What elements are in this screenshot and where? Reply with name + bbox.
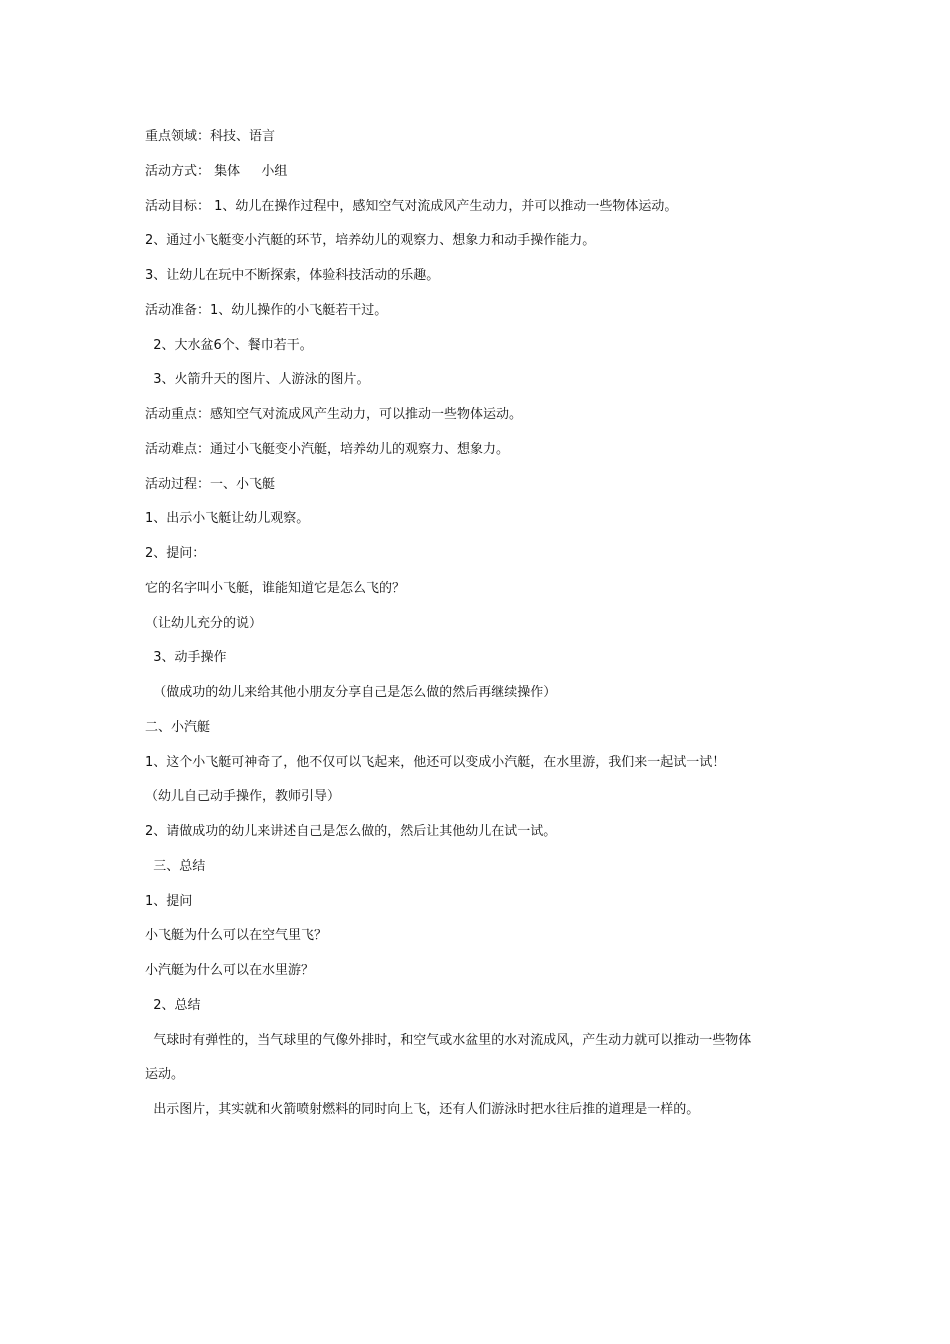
text-line: 活动过程：一、小飞艇 — [145, 477, 276, 492]
text-line: 活动目标： 1、幼儿在操作过程中，感知空气对流成风产生动力，并可以推动一些物体运动。 — [145, 199, 678, 214]
text-line: 小汽艇为什么可以在水里游？ — [145, 963, 315, 978]
text-line: 出示图片，其实就和火箭喷射燃料的同时向上飞，还有人们游泳时把水往后推的道理是一样的。 — [145, 1102, 700, 1117]
text-line: 它的名字叫小飞艇，谁能知道它是怎么飞的？ — [145, 581, 406, 596]
text-line: 3、火箭升天的图片、人游泳的图片。 — [145, 372, 370, 387]
text-line: 2、请做成功的幼儿来讲述自己是怎么做的，然后让其他幼儿在试一试。 — [145, 824, 557, 839]
text-line: 2、大水盆6个、餐巾若干。 — [145, 338, 313, 353]
text-line: （做成功的幼儿来给其他小朋友分享自己是怎么做的然后再继续操作） — [145, 685, 557, 700]
text-line: 3、动手操作 — [145, 650, 227, 665]
text-line: 2、总结 — [145, 998, 201, 1013]
text-line: 重点领域：科技、语言 — [145, 129, 276, 144]
text-line: （幼儿自己动手操作，教师引导） — [145, 789, 341, 804]
text-line: 3、让幼儿在玩中不断探索，体验科技活动的乐趣。 — [145, 268, 440, 283]
text-line: 运动。 — [145, 1067, 185, 1082]
text-line: 活动重点：感知空气对流成风产生动力，可以推动一些物体运动。 — [145, 407, 523, 422]
text-line: 活动方式： 集体 小组 — [145, 164, 288, 179]
text-line: 1、提问 — [145, 894, 193, 909]
text-line: 二、小汽艇 — [145, 720, 211, 735]
text-line: 1、出示小飞艇让幼儿观察。 — [145, 511, 310, 526]
text-line: 2、提问： — [145, 546, 206, 561]
text-line: 活动准备：1、幼儿操作的小飞艇若干过。 — [145, 303, 388, 318]
text-line: 气球时有弹性的，当气球里的气像外排时，和空气或水盆里的水对流成风，产生动力就可以推动一些物体 — [145, 1033, 752, 1048]
text-line: 2、通过小飞艇变小汽艇的环节，培养幼儿的观察力、想象力和动手操作能力。 — [145, 233, 596, 248]
text-line: 小飞艇为什么可以在空气里飞？ — [145, 928, 328, 943]
text-line: （让幼儿充分的说） — [145, 616, 263, 631]
text-line: 三、总结 — [145, 859, 206, 874]
text-line: 1、这个小飞艇可神奇了，他不仅可以飞起来，他还可以变成小汽艇，在水里游，我们来一起试一试！ — [145, 755, 726, 770]
text-line: 活动难点：通过小飞艇变小汽艇，培养幼儿的观察力、想象力。 — [145, 442, 510, 457]
